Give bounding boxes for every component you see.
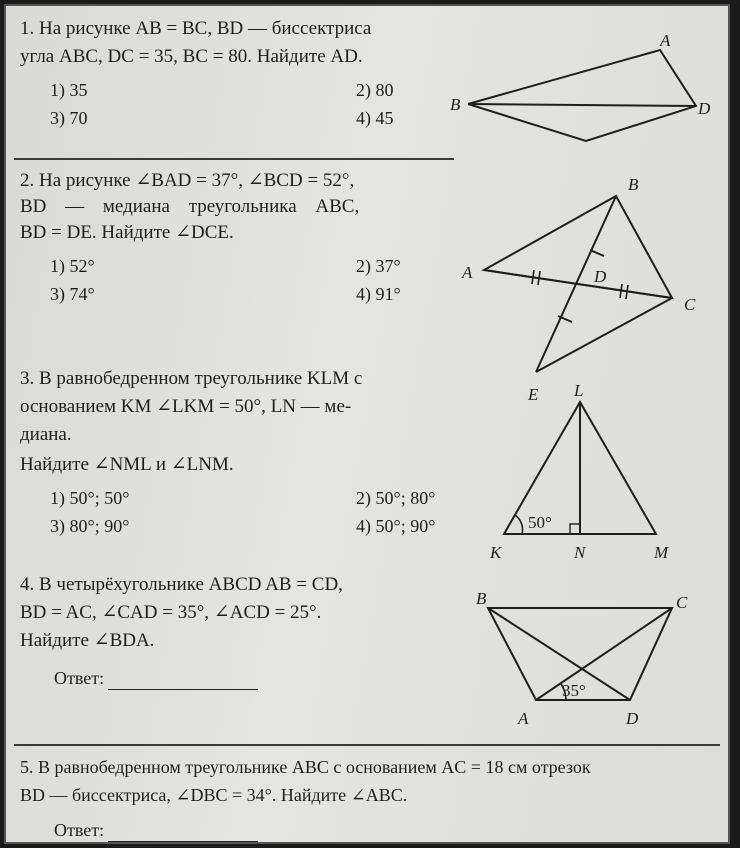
task2-label-b: B <box>628 175 639 194</box>
divider <box>14 158 454 160</box>
task2-label-c: C <box>684 295 696 314</box>
task1-option-3: 3) 70 <box>50 108 88 128</box>
task1-label-d: D <box>698 99 711 118</box>
divider <box>14 744 720 746</box>
task2-line2: BD — медиана треугольника ABC, <box>20 196 360 217</box>
task2-option-4: 4) 91° <box>356 284 401 304</box>
task1-option-1: 1) 35 <box>50 80 88 100</box>
task5-answer-label: Ответ: <box>54 820 105 840</box>
task4-line3: Найдите ∠BDA. <box>20 630 155 651</box>
task3-option-3: 3) 80°; 90° <box>50 516 130 536</box>
task1-option-2: 2) 80 <box>356 80 394 100</box>
task5-answer <box>54 818 258 842</box>
task3-option-4: 4) 50°; 90° <box>356 516 436 536</box>
task2-figure <box>454 166 724 406</box>
task5-line1: 5. В равнобедренном треугольнике ABC с основанием AC = 18 см отрезок <box>20 757 591 777</box>
task4-angle-label: 35° <box>562 681 586 700</box>
task2-label-a: A <box>462 263 473 282</box>
task1-label-b: B <box>450 95 461 114</box>
task3-line4: Найдите ∠NML и ∠LNM. <box>20 454 234 475</box>
task4-label-d: D <box>626 709 639 728</box>
task2-label-d: D <box>594 267 607 286</box>
task1-figure <box>436 26 726 156</box>
task2-option-3: 3) 74° <box>50 284 95 304</box>
task4-label-c: C <box>676 593 688 612</box>
task1-line2: угла ABC, DC = 35, BC = 80. Найдите AD. <box>20 46 363 67</box>
task1-label-a: A <box>660 31 671 50</box>
task4-answer <box>54 666 258 690</box>
task3-label-n: N <box>574 543 586 562</box>
task3-option-2: 2) 50°; 80° <box>356 488 436 508</box>
task2-option-1: 1) 52° <box>50 256 95 276</box>
task1-line1: 1. На рисунке AB = BC, BD — биссектриса <box>20 18 372 39</box>
task3-line2: основанием KM ∠LKM = 50°, LN — ме- <box>20 396 352 417</box>
task1-option-4: 4) 45 <box>356 108 394 128</box>
task4-label-a: A <box>518 709 529 728</box>
task4-line2: BD = AC, ∠CAD = 35°, ∠ACD = 25°. <box>20 602 322 623</box>
task2-label-e: E <box>528 385 539 404</box>
task5-line2: BD — биссектриса, ∠DBC = 34°. Найдите ∠ABC. <box>20 785 408 805</box>
task4-answer-field[interactable] <box>108 671 258 690</box>
task3-angle-label: 50° <box>528 513 552 532</box>
task3-label-l: L <box>574 381 584 400</box>
task3-line3: диана. <box>20 424 72 445</box>
task3-label-m: M <box>654 543 669 562</box>
task3-label-k: K <box>490 543 502 562</box>
task2-option-2: 2) 37° <box>356 256 401 276</box>
task5-answer-field[interactable] <box>108 823 258 842</box>
task4-figure <box>466 584 706 734</box>
task4-answer-label: Ответ: <box>54 668 105 688</box>
task2-line3: BD = DE. Найдите ∠DCE. <box>20 222 234 243</box>
task4-line1: 4. В четырёхугольнике ABCD AB = CD, <box>20 574 343 595</box>
worksheet <box>4 4 730 844</box>
task2-line1: 2. На рисунке ∠BAD = 37°, ∠BCD = 52°, <box>20 170 355 191</box>
task3-figure <box>482 378 702 568</box>
task3-option-1: 1) 50°; 50° <box>50 488 130 508</box>
task3-line1: 3. В равнобедренном треугольнике KLM с <box>20 368 363 389</box>
task4-label-b: B <box>476 589 487 608</box>
